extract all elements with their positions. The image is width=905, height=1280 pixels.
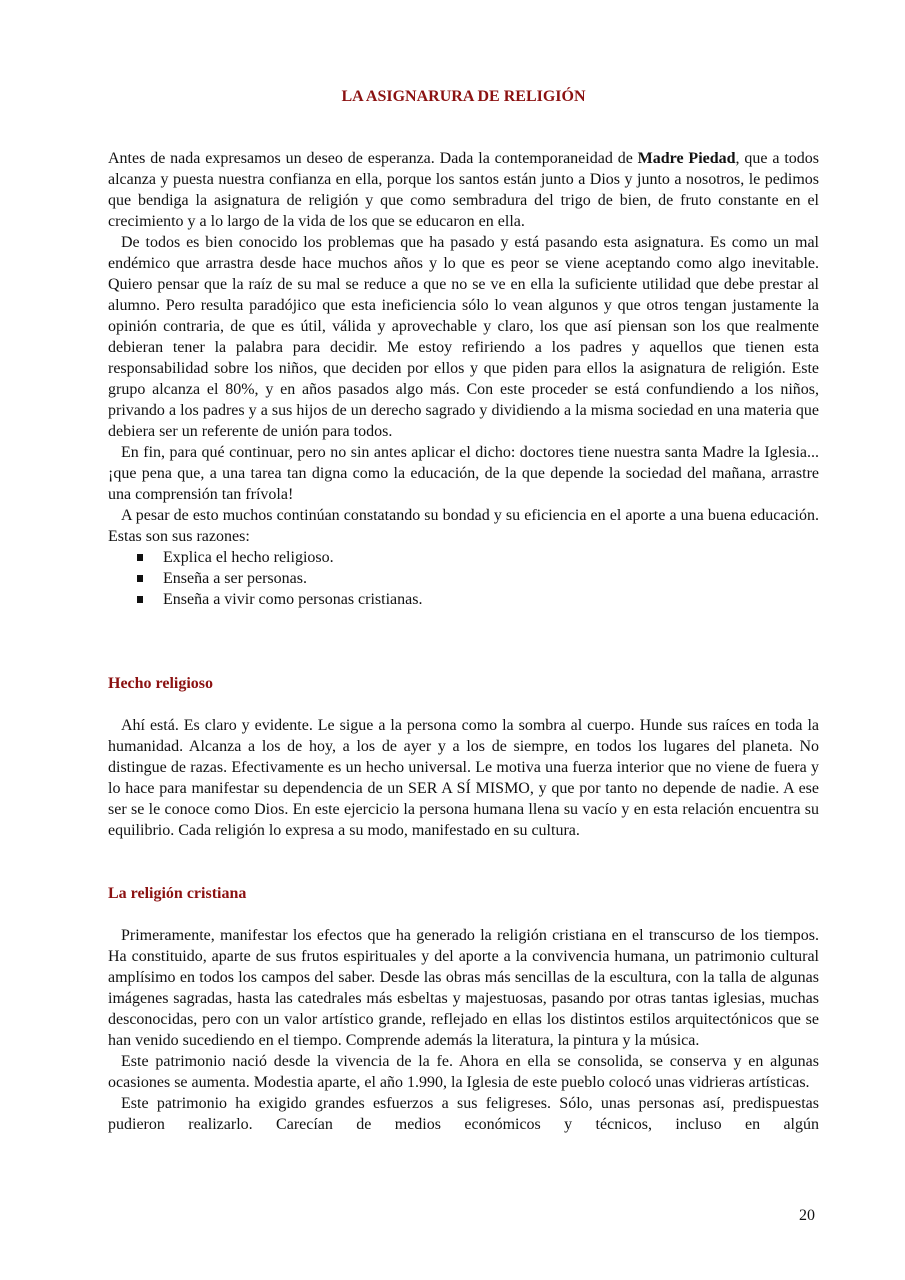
madre-piedad-bold: Madre Piedad xyxy=(637,150,736,167)
text-span: , que a todos alcanza y puesta nuestra confianza en ella, porque los santos están junto a Dios y junto a nosotros, le pedimos que bendiga la asignatura de religión y que como sembradura del trigo de bien, de fruto constante en el crecimiento y a lo largo de la vida de los que se educaron en ella. xyxy=(108,150,819,230)
list-item-text: Enseña a ser personas. xyxy=(163,570,307,587)
intro-paragraph-1 xyxy=(108,148,819,232)
section-religion-cristiana xyxy=(108,925,819,1135)
reasons-list xyxy=(108,547,819,610)
intro-paragraph-2: De todos es bien conocido los problemas que ha pasado y está pasando esta asignatura. Es como un mal endémico que arrastra desde hace muchos años y lo que es peor se viene aceptando como algo inevitable. Quiero pensar que la raíz de su mal se reduce a que no se ve en ella la suficiente utilidad que debe prestar al alumno. Pero resulta paradójico que esta ineficiencia sólo lo vean algunos y que otros tengan justamente la opinión contraria, de que es útil, válida y aprovechable y claro, los que así piensan son los que realmente debieran tener la palabra para decidir. Me estoy refiriendo a los padres y aquellos que tienen esta responsabilidad sobre los niños, que deciden por ellos y que piden para ellos la asignatura de religión. Este grupo alcanza el 80%, y en años pasados algo más. Con este proceder se está confundiendo a los niños, privando a los padres y a sus hijos de un derecho sagrado y dividiendo a la misma sociedad en una materia que debiera ser un referente de unión para todos. xyxy=(108,234,819,440)
intro-section xyxy=(108,148,819,610)
list-item-text: Enseña a vivir como personas cristianas. xyxy=(163,591,423,608)
section2-paragraph-2: Este patrimonio nació desde la vivencia de la fe. Ahora en ella se consolida, se conserva y en algunas ocasiones se aumenta. Modestia aparte, el año 1.990, la Iglesia de este pueblo colocó unas vidrieras artísticas. xyxy=(108,1053,819,1091)
square-bullet-icon xyxy=(137,596,143,603)
text-span: Antes de nada expresamos un deseo de esperanza. Dada la contemporaneidad de xyxy=(108,150,638,167)
list-item xyxy=(108,547,819,568)
list-item-text: Explica el hecho religioso. xyxy=(163,549,334,566)
page-title: LA ASIGNARURA DE RELIGIÓN xyxy=(341,88,586,105)
intro-paragraph-3: En fin, para qué continuar, pero no sin antes aplicar el dicho: doctores tiene nuestra santa Madre la Iglesia... ¡que pena que, a una tarea tan digna como la educación, de la que depende la sociedad del mañana, arrastre una comprensión tan frívola! xyxy=(108,444,819,503)
section2-paragraph-3: Este patrimonio ha exigido grandes esfuerzos a sus feligreses. Sólo, unas personas así, predispuestas pudieron realizarlo. Carecían de medios económicos y técnicos, incluso en algún xyxy=(108,1095,819,1133)
section1-paragraph-1: Ahí está. Es claro y evidente. Le sigue a la persona como la sombra al cuerpo. Hunde sus raíces en toda la humanidad. Alcanza a los de hoy, a los de ayer y a los de siempre, en todos los lugares del planeta. No distingue de razas. Efectivamente es un hecho universal. Le motiva una fuerza interior que no viene de fuera y lo hace para manifestar su dependencia de un SER A SÍ MISMO, y que por tanto no depende de nadie. A ese ser se le conoce como Dios. En este ejercicio la persona humana llena su vacío y en esta relación encuentra su equilibrio. Cada religión lo expresa a su modo, manifestado en su cultura. xyxy=(108,717,819,839)
section-hecho-religioso xyxy=(108,715,819,841)
page-number: 20 xyxy=(799,1207,815,1224)
square-bullet-icon xyxy=(137,554,143,561)
list-item xyxy=(108,589,819,610)
intro-paragraph-4: A pesar de esto muchos continúan constatando su bondad y su eficiencia en el aporte a una buena educación. Estas son sus razones: xyxy=(108,507,819,545)
section2-paragraph-1: Primeramente, manifestar los efectos que ha generado la religión cristiana en el transcurso de los tiempos. Ha constituido, aparte de sus frutos espirituales y del aporte a la convivencia humana, un patrimonio cultural amplísimo en todos los campos del saber. Desde las obras más sencillas de la escultura, con la talla de algunas imágenes sagradas, hasta las catedrales más esbeltas y majestuosas, pasando por otras tantas iglesias, muchas desconocidas, pero con un valor artístico grande, reflejado en ellas los distintos estilos arquitectónicos que se han venido sucediendo en el tiempo. Comprende además la literatura, la pintura y la música. xyxy=(108,927,819,1049)
list-item xyxy=(108,568,819,589)
section-heading-religion-cristiana: La religión cristiana xyxy=(108,885,247,902)
section-heading-hecho-religioso: Hecho religioso xyxy=(108,675,214,692)
square-bullet-icon xyxy=(137,575,143,582)
